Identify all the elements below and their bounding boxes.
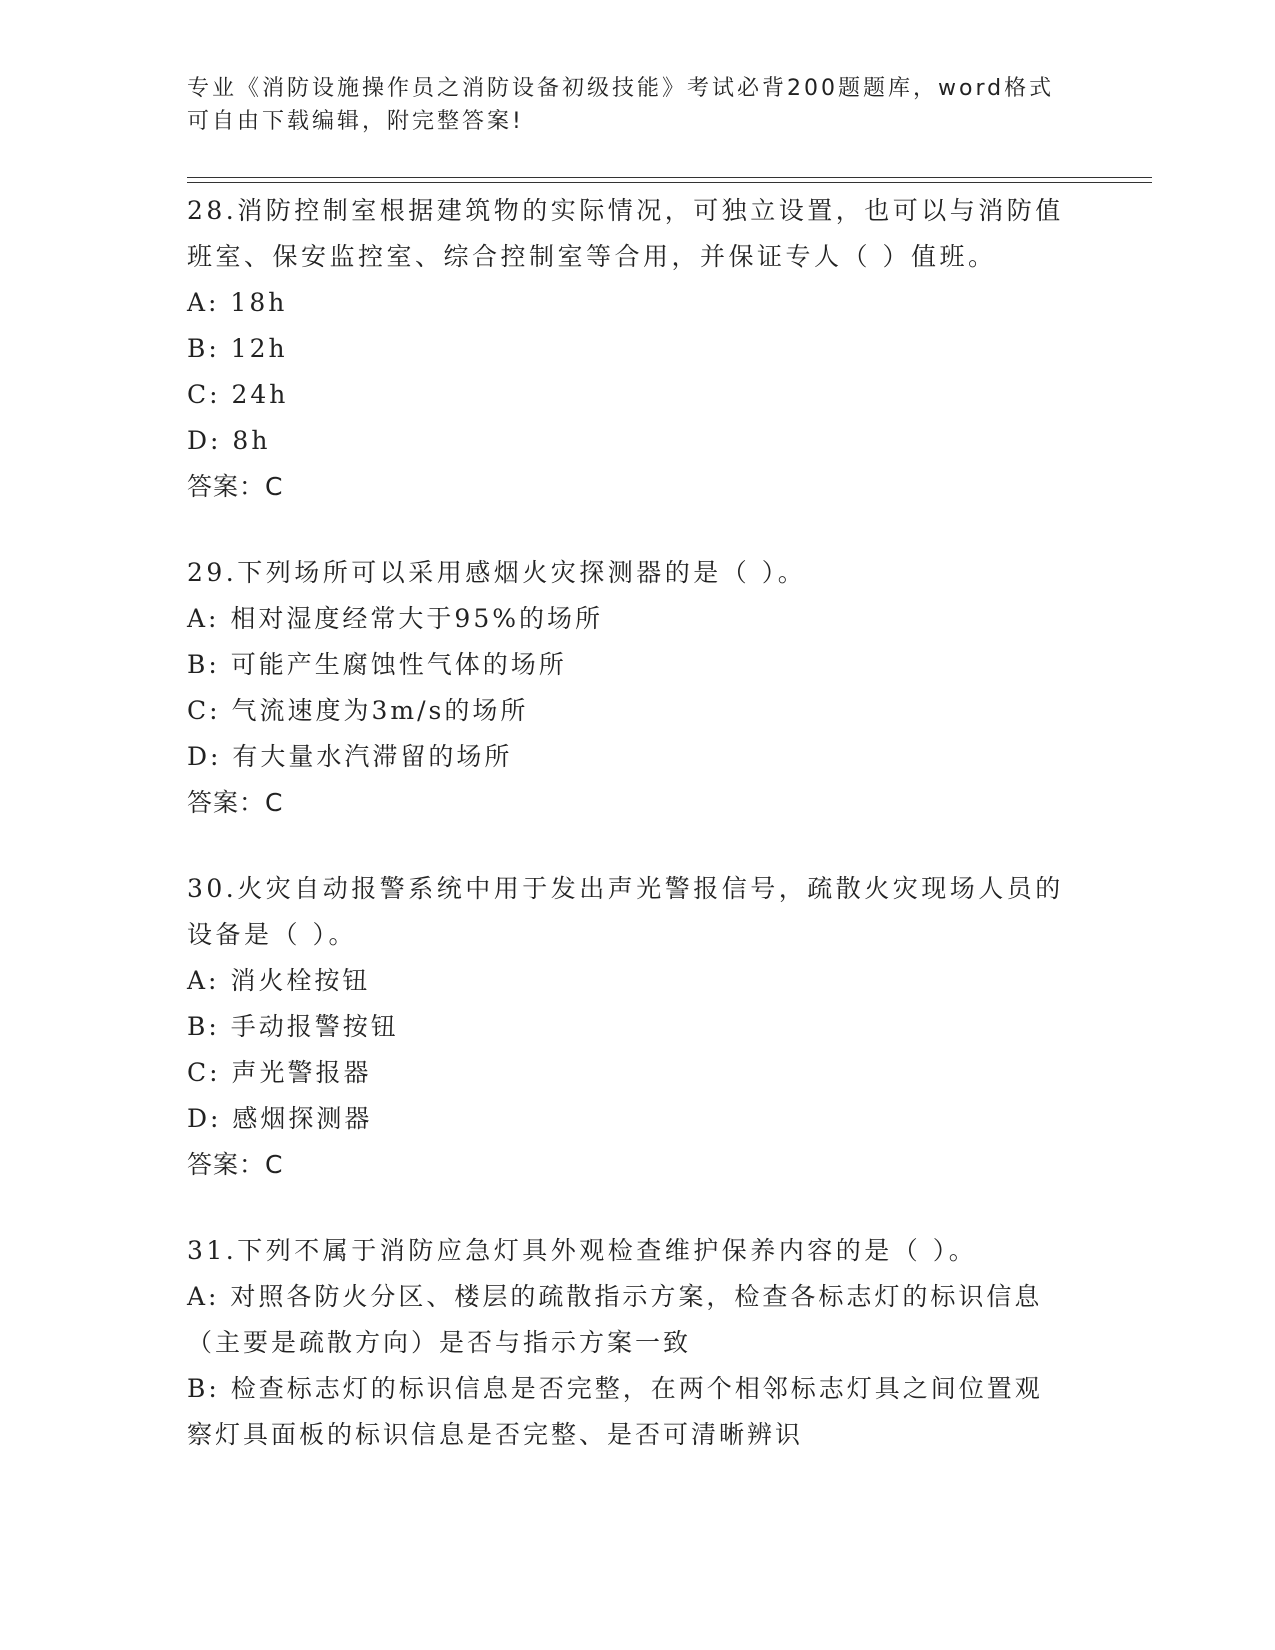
question-stem: 31.下列不属于消防应急灯具外观检查维护保养内容的是（ ）。 bbox=[187, 1236, 978, 1265]
option-a: A: 18h bbox=[187, 288, 288, 317]
question-list bbox=[187, 188, 1067, 1498]
question-stem: 28.消防控制室根据建筑物的实际情况，可独立设置，也可以与消防值班室、保安监控室、综合控制室等合用，并保证专人（ ）值班。 bbox=[187, 196, 1064, 271]
option-b: B: 检查标志灯的标识信息是否完整，在两个相邻标志灯具之间位置观察灯具面板的标识信息是否完整、是否可清晰辨识 bbox=[187, 1374, 1043, 1449]
option-b: B: 可能产生腐蚀性气体的场所 bbox=[187, 650, 567, 679]
question-stem: 29.下列场所可以采用感烟火灾探测器的是（ ）。 bbox=[187, 558, 807, 587]
option-a: A: 相对湿度经常大于95%的场所 bbox=[187, 604, 603, 633]
question-stem: 30.火灾自动报警系统中用于发出声光警报信号，疏散火灾现场人员的设备是（ ）。 bbox=[187, 874, 1064, 949]
question-29 bbox=[187, 550, 1067, 826]
answer: 答案：C bbox=[187, 788, 284, 817]
question-28 bbox=[187, 188, 1067, 510]
option-c: C: 气流速度为3m/s的场所 bbox=[187, 696, 529, 725]
question-31 bbox=[187, 1228, 1067, 1458]
option-c: C: 声光警报器 bbox=[187, 1058, 372, 1087]
answer: 答案：C bbox=[187, 1150, 284, 1179]
document-header: 专业《消防设施操作员之消防设备初级技能》考试必背200题题库，word格式可自由下载编辑，附完整答案! bbox=[187, 76, 1055, 134]
question-30 bbox=[187, 866, 1067, 1188]
header-divider-bottom bbox=[187, 182, 1152, 183]
option-d: D: 有大量水汽滞留的场所 bbox=[187, 742, 513, 771]
option-c: C: 24h bbox=[187, 380, 289, 409]
option-d: D: 8h bbox=[187, 426, 271, 455]
option-b: B: 手动报警按钮 bbox=[187, 1012, 399, 1041]
option-a: A: 对照各防火分区、楼层的疏散指示方案，检查各标志灯的标识信息（主要是疏散方向）是否与指示方案一致 bbox=[187, 1282, 1043, 1357]
header-divider-top bbox=[187, 177, 1152, 178]
option-a: A: 消火栓按钮 bbox=[187, 966, 371, 995]
option-d: D: 感烟探测器 bbox=[187, 1104, 373, 1133]
answer: 答案：C bbox=[187, 472, 284, 501]
option-b: B: 12h bbox=[187, 334, 288, 363]
